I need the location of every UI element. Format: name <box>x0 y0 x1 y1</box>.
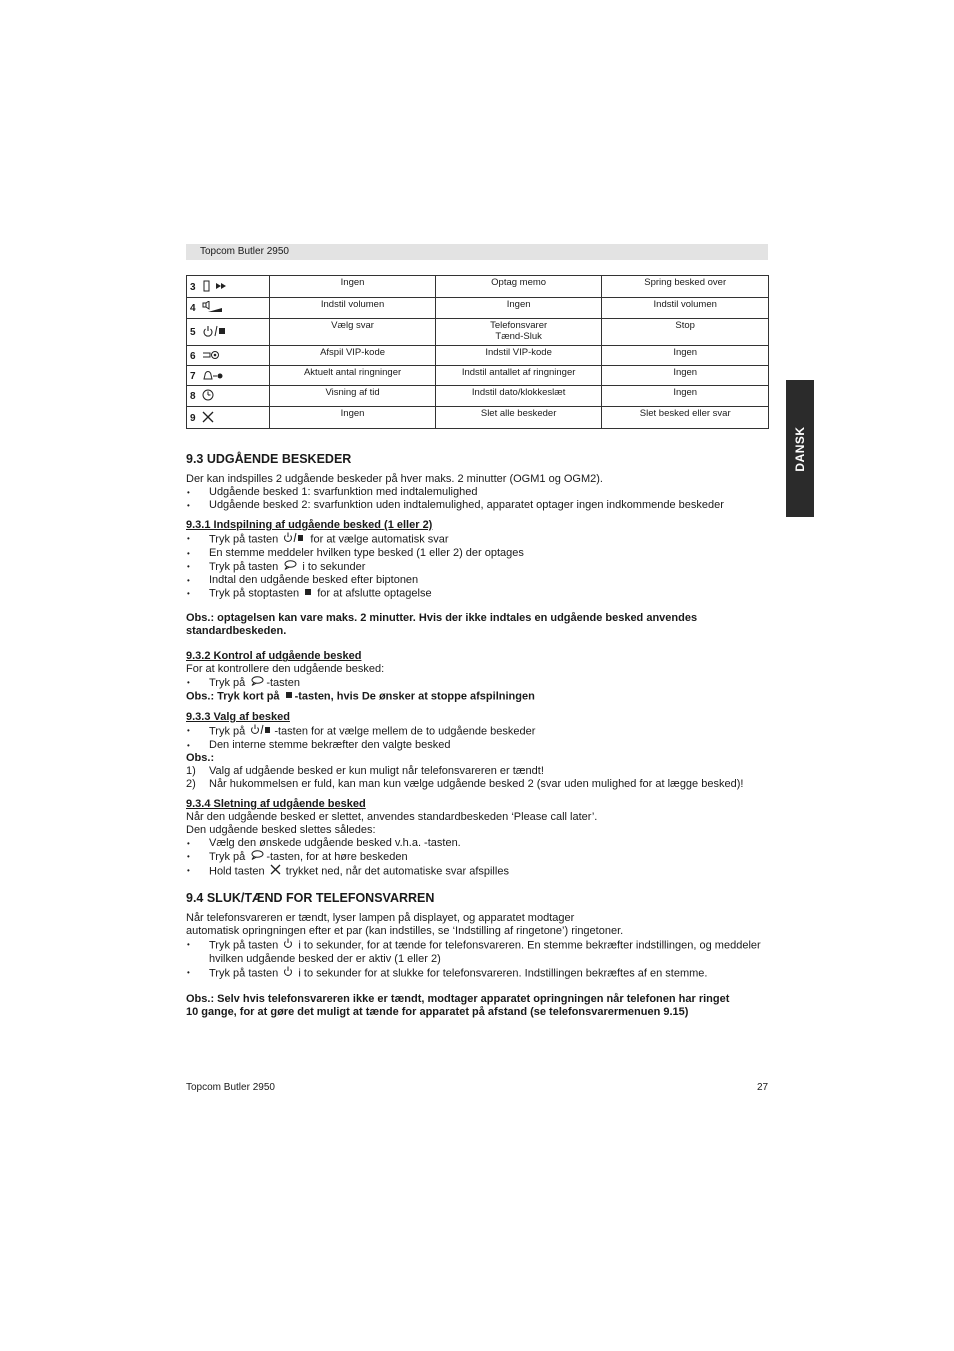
list-item: • Udgående besked 2: svarfunktion uden indtalemulighed, apparatet optager ingen indkommende beskeder <box>186 499 786 512</box>
key-number: 3 <box>190 281 196 293</box>
table-cell: Ingen <box>270 407 436 429</box>
delete-x-icon <box>202 411 214 426</box>
note <box>186 690 786 703</box>
content <box>186 452 786 1019</box>
text: trykket ned, når det automatiske svar afspilles <box>285 865 509 878</box>
language-tab <box>786 380 814 517</box>
table-row <box>187 276 769 298</box>
key-number: 9 <box>190 412 196 424</box>
table-cell <box>435 319 602 346</box>
subsection-heading: 9.3.4 Sletning af udgående besked <box>186 797 366 810</box>
list-item <box>186 724 786 739</box>
text: Tryk på tasten <box>209 939 279 952</box>
note: Obs.: Selv hvis telefonsvareren ikke er tændt, modtager apparatet opringningen når telefonen har ringet <box>186 992 730 1005</box>
subsection-heading: 9.3.3 Valg af besked <box>186 710 290 723</box>
bullet-list <box>186 724 786 752</box>
note-label: Obs.: <box>186 751 215 764</box>
message-icon <box>250 676 264 690</box>
text: i to sekunder for at slukke for telefonsvareren. Indstillingen bekræftes af en stemme. <box>298 967 708 980</box>
numbered-list <box>186 765 786 791</box>
table-row <box>187 346 769 366</box>
key-number: 6 <box>190 350 196 362</box>
table-cell: Optag memo <box>435 276 602 298</box>
table-cell: Aktuelt antal ringninger <box>270 366 436 386</box>
text: Når hukommelsen er fuld, kan man kun vælge udgående besked 2 (svar uden mulighed for at lægge besked)! <box>209 777 744 790</box>
power-stop-icon <box>202 325 226 340</box>
list-item: • Udgående besked 1: svarfunktion med indtalemulighed <box>186 486 786 499</box>
list-item: • En stemme meddeler hvilken type besked (1 eller 2) der optages <box>186 547 786 560</box>
table-cell: Ingen <box>602 346 769 366</box>
subsection-heading: 9.3.2 Kontrol af udgående besked <box>186 650 362 663</box>
text: Tryk på <box>209 725 246 738</box>
table-row <box>187 319 769 346</box>
table-cell: Visning af tid <box>270 386 436 407</box>
ring-count-icon <box>202 369 224 384</box>
text: Tryk på tasten <box>209 560 279 573</box>
bullet-list <box>186 938 786 981</box>
memo-forward-icon <box>202 280 232 295</box>
header-title: Topcom Butler 2950 <box>200 246 289 257</box>
subsection-heading: 9.3.1 Indspilning af udgående besked (1 eller 2) <box>186 519 433 531</box>
list-item <box>186 765 786 778</box>
table-cell: Indstil volumen <box>270 298 436 319</box>
list-item: • Vælg den ønskede udgående besked v.h.a. -tasten. <box>186 837 786 850</box>
text: -tasten for at vælge mellem de to udgående beskeder <box>274 725 536 738</box>
text: Tryk på <box>209 850 246 863</box>
bullet-list <box>186 486 786 512</box>
text: for at vælge automatisk svar <box>310 533 449 546</box>
key-function-table <box>186 275 769 429</box>
paragraph: Når telefonsvareren er tændt, lyser lampen på displayet, og apparatet modtager <box>186 911 575 924</box>
power-stop-icon <box>283 532 305 547</box>
list-item <box>186 864 786 879</box>
paragraph: For at kontrollere den udgående besked: <box>186 663 385 676</box>
note: 10 gange, for at gøre det muligt at tænde for apparatet på afstand (se telefonsvarermenuen 9.15) <box>186 1005 689 1018</box>
stop-icon <box>304 587 312 600</box>
power-icon <box>283 938 293 953</box>
header-bar <box>186 244 768 260</box>
table-cell: Afspil VIP-kode <box>270 346 436 366</box>
delete-x-icon <box>270 864 281 879</box>
text: for at afslutte optagelse <box>317 587 432 600</box>
text: i to sekunder, for at tænde for telefonsvareren. En stemme bekræfter indstillingen, og meddeler <box>298 939 761 952</box>
item-number: 2) <box>186 777 196 790</box>
list-item <box>186 938 786 966</box>
table-cell: Indstil antallet af ringninger <box>435 366 602 386</box>
message-icon <box>283 560 297 574</box>
table-row <box>187 298 769 319</box>
text: Tryk på <box>209 677 246 690</box>
text: Tryk på tasten <box>209 533 279 546</box>
cell-line: Tænd-Sluk <box>495 331 542 342</box>
list-item <box>186 778 786 791</box>
list-item: • Indtal den udgående besked efter biptonen <box>186 574 786 587</box>
text: -tasten, for at høre beskeden <box>266 850 408 863</box>
table-cell: Indstil VIP-kode <box>435 346 602 366</box>
text: -tasten, hvis De ønsker at stoppe afspilningen <box>294 690 535 703</box>
note: standardbeskeden. <box>186 625 287 638</box>
clock-icon <box>202 389 214 404</box>
table-cell: Ingen <box>602 366 769 386</box>
power-stop-icon <box>250 724 272 739</box>
message-icon <box>250 850 264 864</box>
list-item <box>186 560 786 574</box>
list-item <box>186 966 786 981</box>
text: Tryk på stoptasten <box>209 587 300 600</box>
section-heading: 9.3 UDGÅENDE BESKEDER <box>186 452 352 466</box>
power-icon <box>283 966 293 981</box>
paragraph: Der kan indspilles 2 udgående beskeder på hver maks. 2 minutter (OGM1 og OGM2). <box>186 473 603 485</box>
key-number: 7 <box>190 370 196 382</box>
table-cell: Indstil dato/klokkeslæt <box>435 386 602 407</box>
key-number: 4 <box>190 303 196 315</box>
text: Hold tasten <box>209 865 265 878</box>
key-number: 8 <box>190 391 196 403</box>
section-heading: 9.4 SLUK/TÆND FOR TELEFONSVARREN <box>186 890 435 905</box>
list-item: • Den interne stemme bekræfter den valgte besked <box>186 739 786 752</box>
cell-line: Telefonsvarer <box>490 320 548 331</box>
paragraph: Når den udgående besked er slettet, anvendes standardbeskeden ‘Please call later’. <box>186 810 598 823</box>
language-tab-label: DANSK <box>793 425 807 472</box>
list-item <box>186 850 786 864</box>
text: i to sekunder <box>302 560 366 573</box>
table-cell: Slet besked eller svar <box>602 407 769 429</box>
table-cell: Vælg svar <box>270 319 436 346</box>
bullet-list <box>186 532 786 600</box>
page-number: 27 <box>757 1082 769 1093</box>
table-cell: Slet alle beskeder <box>435 407 602 429</box>
volume-icon <box>202 301 224 316</box>
table-cell: Spring besked over <box>602 276 769 298</box>
footer-title: Topcom Butler 2950 <box>186 1082 275 1093</box>
stop-icon <box>285 690 293 703</box>
table-row <box>187 366 769 386</box>
table-cell: Ingen <box>602 386 769 407</box>
table-cell: Ingen <box>270 276 436 298</box>
paragraph: Den udgående besked slettes således: <box>186 823 376 836</box>
list-item <box>186 676 786 690</box>
text: hvilken udgående besked der er aktiv (1 eller 2) <box>209 952 441 965</box>
table-cell: Ingen <box>435 298 602 319</box>
text: -tasten <box>266 677 300 690</box>
text: Tryk på tasten <box>209 967 279 980</box>
table-row <box>187 386 769 407</box>
list-item <box>186 587 786 600</box>
paragraph: automatisk opringningen efter et par (kan indstilles, se ‘Indstilling af ringetone’) ringetoner. <box>186 924 624 937</box>
table-cell: Stop <box>602 319 769 346</box>
list-item <box>186 532 786 547</box>
table-cell: Indstil volumen <box>602 298 769 319</box>
item-number: 1) <box>186 764 196 777</box>
vip-key-icon <box>202 350 220 363</box>
key-number: 5 <box>190 327 196 339</box>
bullet-list <box>186 837 786 879</box>
bullet-list <box>186 676 786 690</box>
table-row <box>187 407 769 429</box>
note: Obs.: optagelsen kan vare maks. 2 minutter. Hvis der ikke indtales en udgående besked anvendes <box>186 612 698 625</box>
text: Obs.: Tryk kort på <box>186 690 280 703</box>
text: Valg af udgående besked er kun muligt når telefonsvareren er tændt! <box>209 764 544 777</box>
